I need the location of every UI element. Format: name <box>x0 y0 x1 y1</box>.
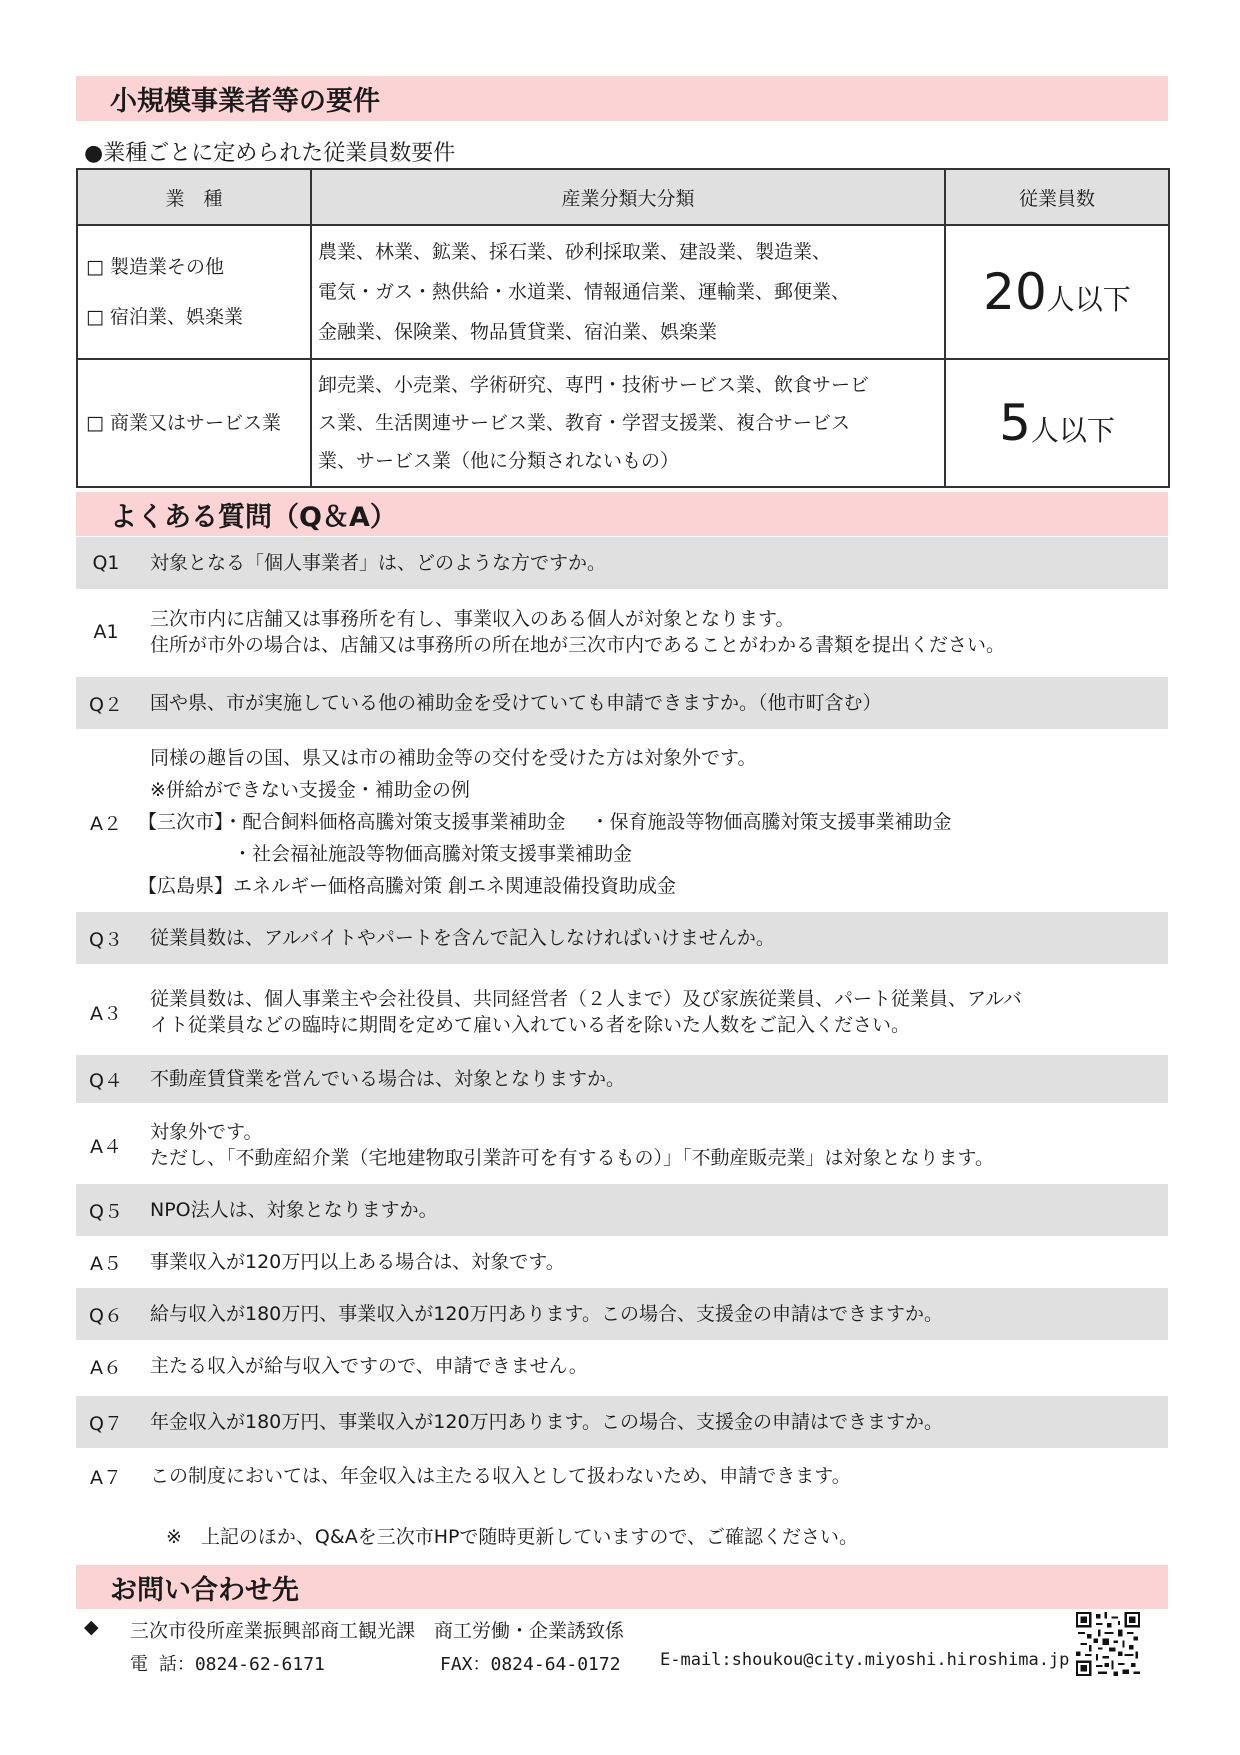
faq-text-line: 年金収入が180万円、事業収入が120万円あります。この場合、支援金の申請はできますか。 <box>150 1411 944 1433</box>
industry-category-cell <box>77 225 311 359</box>
faq-text-line: 国や県、市が実施している他の補助金を受けていても申請できますか。（他市町含む） <box>150 692 882 714</box>
faq-label: A1 <box>93 621 119 643</box>
classification-line: 業、サービス業（他に分類されないもの） <box>318 450 680 472</box>
checkbox-label-lodging: □ 宿泊業、娯楽業 <box>86 306 243 328</box>
faq-question-7 <box>76 1396 1168 1448</box>
table-row <box>77 225 1169 359</box>
faq-text-line: 対象となる「個人事業者」は、どのような方ですか。 <box>150 552 607 574</box>
faq-label: A５ <box>90 1252 122 1275</box>
checkbox-label-commerce-service: □ 商業又はサービス業 <box>86 412 281 434</box>
table-row <box>77 359 1169 487</box>
faq-question-3 <box>76 912 1168 964</box>
faq-answer-7 <box>76 1452 1168 1500</box>
employee-count-unit: 人以下 <box>1030 414 1115 447</box>
faq-answer-1 <box>76 592 1168 672</box>
faq-text-line: 事業収入が120万円以上ある場合は、対象です。 <box>150 1251 565 1273</box>
faq-note: ※ 上記のほか、Q&Aを三次市HPで随時更新していますので、ご確認ください。 <box>166 1526 859 1548</box>
faq-text-line: ※併給ができない支援金・補助金の例 <box>150 779 470 801</box>
employee-count-number: 5 <box>999 394 1031 452</box>
contact-phone: 電 話：0824-62-6171 <box>130 1654 325 1675</box>
industry-classification-cell <box>311 225 945 359</box>
faq-answer-6 <box>76 1342 1168 1390</box>
faq-question-2 <box>76 677 1168 729</box>
faq-label: A６ <box>90 1356 122 1379</box>
industry-classification-cell <box>311 359 945 487</box>
classification-line: 電気・ガス・熱供給・水道業、情報通信業、運輸業、郵便業、 <box>318 281 851 303</box>
faq-question-4 <box>76 1055 1168 1103</box>
faq-label: Q６ <box>89 1304 123 1327</box>
faq-text-line: 給与収入が180万円、事業収入が120万円あります。この場合、支援金の申請はできますか。 <box>150 1303 944 1325</box>
faq-text-line: 不動産賃貸業を営んでいる場合は、対象となりますか。 <box>150 1068 626 1090</box>
faq-text-line: 対象外です。 <box>150 1121 263 1143</box>
faq-text-line: 【広島県】エネルギー価格高騰対策 創エネ関連設備投資助成金 <box>138 875 677 897</box>
qr-code-icon <box>1076 1612 1140 1676</box>
checkbox-label-manufacturing: □ 製造業その他 <box>86 256 224 278</box>
contact-department: 三次市役所産業振興部商工観光課 商工労働・企業誘致係 <box>130 1620 625 1642</box>
faq-text-line: ただし、「不動産紹介業（宅地建物取引業許可を有するもの）」「不動産販売業」は対象となります。 <box>150 1147 994 1169</box>
faq-header: よくある質問（Q＆A） <box>76 492 1168 536</box>
faq-label: Q1 <box>92 552 120 574</box>
faq-label: Q４ <box>89 1069 123 1092</box>
employee-requirement-subheading: ●業種ごとに定められた従業員数要件 <box>84 141 456 166</box>
classification-line: 卸売業、小売業、学術研究、専門・技術サービス業、飲食サービ <box>318 374 870 396</box>
contact-fax: FAX：0824-64-0172 <box>440 1654 621 1675</box>
table-header-row <box>77 169 1169 225</box>
faq-text-line: ・社会福祉施設等物価高騰対策支援事業補助金 <box>138 843 633 865</box>
employee-count-cell <box>945 225 1169 359</box>
column-header-classification: 産業分類大分類 <box>311 169 945 225</box>
faq-label: Q３ <box>89 928 123 951</box>
faq-text-line: 住所が市外の場合は、店舗又は事務所の所在地が三次市内であることがわかる書類を提出ください。 <box>150 634 1006 656</box>
faq-label: A２ <box>90 812 122 835</box>
faq-text-line: この制度においては、年金収入は主たる収入として扱わないため、申請できます。 <box>150 1465 851 1487</box>
faq-answer-2 <box>76 737 1168 907</box>
faq-question-6 <box>76 1288 1168 1340</box>
requirements-table <box>76 168 1170 488</box>
classification-line: 農業、林業、鉱業、採石業、砂利採取業、建設業、製造業、 <box>318 241 832 263</box>
faq-text-line: 従業員数は、個人事業主や会社役員、共同経営者（２人まで）及び家族従業員、パート従業員、アルバ <box>150 988 1022 1010</box>
employee-count-unit: 人以下 <box>1046 283 1131 316</box>
industry-category-cell <box>77 359 311 487</box>
faq-answer-5 <box>76 1238 1168 1286</box>
employee-count-number: 20 <box>983 263 1047 321</box>
faq-answer-4 <box>76 1105 1168 1185</box>
contact-header: お問い合わせ先 <box>76 1565 1168 1609</box>
faq-text-line: 主たる収入が給与収入ですので、申請できません。 <box>150 1355 588 1377</box>
contact-email: E-mail:shoukou@city.miyoshi.hiroshima.jp <box>660 1650 1070 1670</box>
faq-label: A７ <box>90 1466 122 1489</box>
faq-label: A４ <box>90 1135 122 1158</box>
faq-question-5 <box>76 1184 1168 1236</box>
employee-count-cell <box>945 359 1169 487</box>
faq-label: Q７ <box>89 1412 123 1435</box>
faq-text-line: 【三次市】・配合飼料価格高騰対策支援事業補助金 ・保育施設等物価高騰対策支援事業補助金 <box>138 811 952 833</box>
faq-question-1 <box>76 537 1168 589</box>
classification-line: 金融業、保険業、物品賃貸業、宿泊業、娯楽業 <box>318 321 718 343</box>
diamond-bullet-icon: ◆ <box>84 1616 99 1638</box>
faq-text-line: 三次市内に店舗又は事務所を有し、事業収入のある個人が対象となります。 <box>150 608 795 630</box>
faq-text-line: 従業員数は、アルバイトやパートを含んで記入しなければいけませんか。 <box>150 927 775 949</box>
faq-label: A３ <box>90 1002 122 1025</box>
faq-text-line: イト従業員などの臨時に期間を定めて雇い入れている者を除いた人数をご記入ください。 <box>150 1014 911 1036</box>
faq-answer-3 <box>76 972 1168 1052</box>
requirements-header: 小規模事業者等の要件 <box>76 76 1168 121</box>
faq-text-line: 同様の趣旨の国、県又は市の補助金等の交付を受けた方は対象外です。 <box>150 747 757 769</box>
column-header-employee-count: 従業員数 <box>945 169 1169 225</box>
faq-label: Q２ <box>89 693 123 716</box>
classification-line: ス業、生活関連サービス業、教育・学習支援業、複合サービス <box>318 412 851 434</box>
faq-text-line: NPO法人は、対象となりますか。 <box>150 1199 438 1221</box>
column-header-industry: 業 種 <box>77 169 311 225</box>
faq-label: Q５ <box>89 1200 123 1223</box>
